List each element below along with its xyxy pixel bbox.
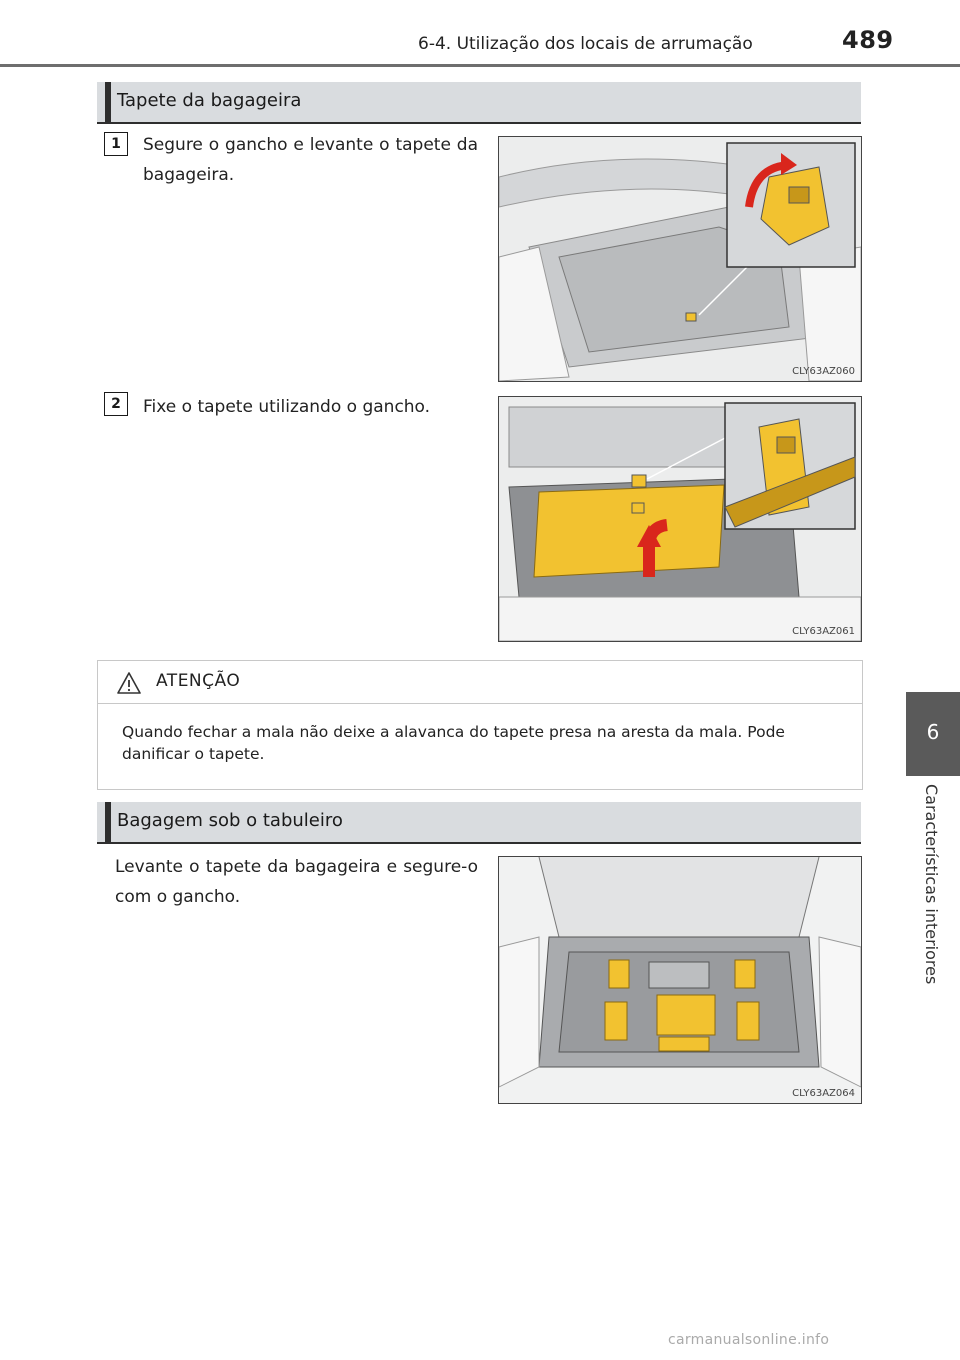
figure-step-1 <box>498 136 862 382</box>
header-section-title: 6-4. Utilização dos locais de arrumação <box>418 34 753 54</box>
trunk-underfloor-illustration <box>499 857 861 1103</box>
step-badge-2: 2 <box>104 392 128 416</box>
chapter-tab <box>906 692 960 776</box>
caution-header <box>98 661 862 704</box>
chapter-label-container <box>919 784 943 1024</box>
section-heading-tapete <box>97 82 861 124</box>
warning-triangle-icon <box>116 671 142 695</box>
caution-text: Quando fechar a mala não deixe a alavanca do tapete presa na aresta da mala. Pode danificar o tapete. <box>122 723 785 763</box>
step-1-text: Segure o gancho e levante o tapete da bagageira. <box>143 135 478 185</box>
section-2-text: Levante o tapete da bagageira e segure-o com o gancho. <box>115 857 478 907</box>
section-heading-bagagem <box>97 802 861 844</box>
footer-watermark: carmanualsonline.info <box>668 1332 830 1348</box>
header-rule <box>0 64 960 67</box>
step-badge-1: 1 <box>104 132 128 156</box>
trunk-illustration-2 <box>499 397 861 641</box>
page-number: 489 <box>842 26 894 54</box>
figure-step-2 <box>498 396 862 642</box>
figure-code: CLY63AZ061 <box>792 626 855 637</box>
step-2-text: Fixe o tapete utilizando o gancho. <box>143 397 431 417</box>
trunk-illustration-1 <box>499 137 861 381</box>
chapter-label: Características interiores <box>922 784 941 985</box>
caution-box <box>97 660 863 790</box>
chapter-number: 6 <box>926 720 940 744</box>
section-title: Bagagem sob o tabuleiro <box>117 810 343 831</box>
figure-code: CLY63AZ064 <box>792 1088 855 1099</box>
section-title: Tapete da bagageira <box>117 90 302 111</box>
figure-code: CLY63AZ060 <box>792 366 855 377</box>
caution-title: ATENÇÃO <box>156 671 241 691</box>
figure-section-2 <box>498 856 862 1104</box>
section-bar-marker <box>105 802 111 842</box>
section-bar-marker <box>105 82 111 122</box>
